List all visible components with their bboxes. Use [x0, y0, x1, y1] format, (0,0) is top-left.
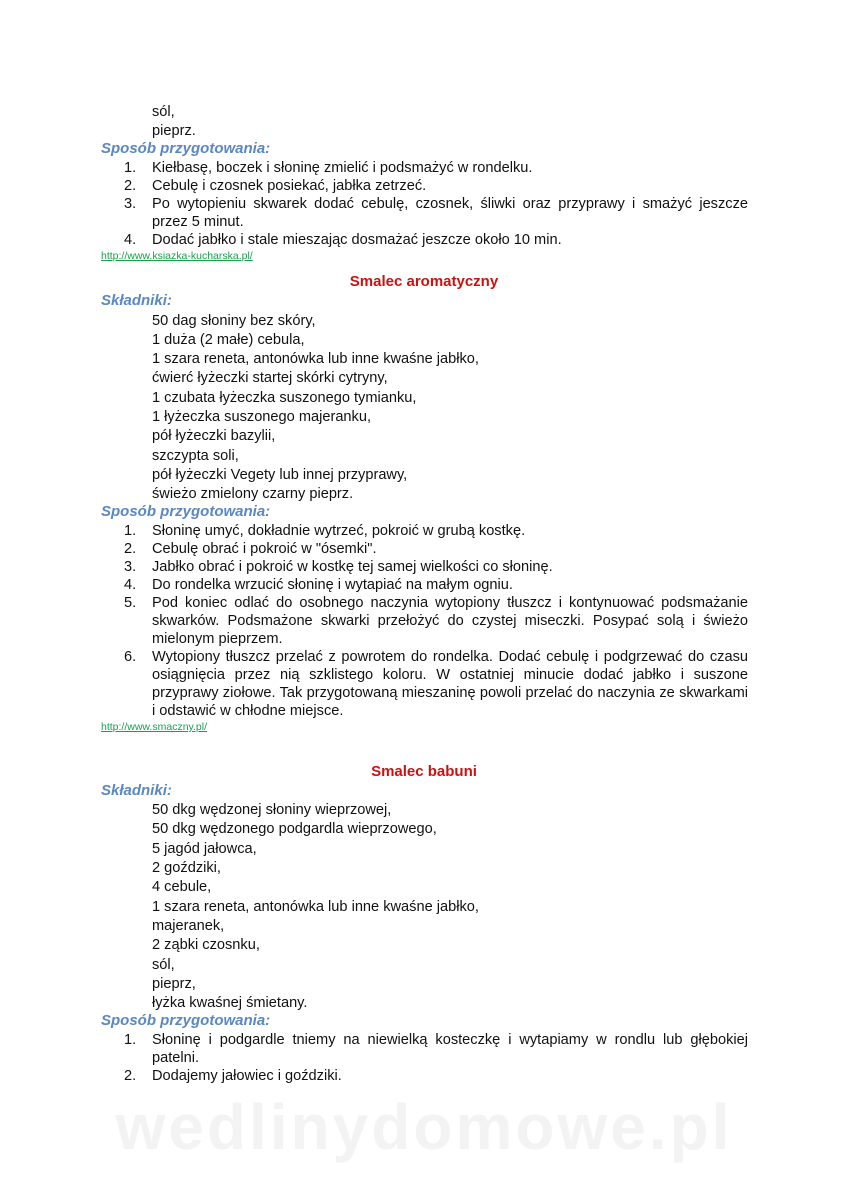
ingredient-line: 1 łyżeczka suszonego majeranku,: [152, 409, 372, 425]
method-step: [124, 195, 748, 231]
recipe-title: Smalec babuni: [371, 763, 477, 780]
ingredient-line: łyżka kwaśnej śmietany.: [152, 995, 308, 1011]
ingredient-line: 5 jagód jałowca,: [152, 841, 257, 857]
watermark: wedlinydomowe.pl: [115, 1091, 733, 1163]
step-number: 6.: [124, 649, 137, 665]
method-step: [124, 1031, 748, 1067]
ingredient-line: 50 dkg wędzonej słoniny wieprzowej,: [152, 802, 392, 818]
ingredient-line: ćwierć łyżeczki startej skórki cytryny,: [152, 370, 388, 386]
method-step: [124, 594, 748, 648]
method-step: [124, 576, 748, 594]
source-link[interactable]: http://www.ksiazka-kucharska.pl/: [101, 250, 253, 262]
step-number: 1.: [124, 1032, 137, 1048]
step-number: 2.: [124, 541, 137, 557]
step-number: 5.: [124, 595, 137, 611]
step-text: Cebulę obrać i pokroić w "ósemki".: [152, 541, 377, 557]
method-step: [124, 558, 748, 576]
ingredient-line: 1 czubata łyżeczka suszonego tymianku,: [152, 390, 417, 406]
step-number: 4.: [124, 577, 137, 593]
method-label: Sposób przygotowania:: [101, 1012, 271, 1029]
step-number: 4.: [124, 232, 137, 248]
step-text: Słoninę i podgardle tniemy na niewielką kosteczkę i wytapiamy w rondlu lub głębokiej patelni.: [152, 1032, 748, 1066]
step-number: 2.: [124, 1068, 137, 1084]
source-link[interactable]: http://www.smaczny.pl/: [101, 721, 208, 733]
ingredient-line: 2 ząbki czosnku,: [152, 937, 260, 953]
ingredient-line: 4 cebule,: [152, 879, 212, 895]
step-text: Pod koniec odlać do osobnego naczynia wytopiony tłuszcz i kontynuować podsmażanie skwarków. Podsmażone skwarki przełożyć do czystej miseczki. Posypać solą i świeżo mielonym pieprzem.: [152, 595, 748, 647]
step-number: 1.: [124, 523, 137, 539]
ingredient-line: 2 goździki,: [152, 860, 221, 876]
ingredient-line: pieprz.: [152, 123, 196, 139]
step-text: Dodać jabłko i stale mieszając dosmażać jeszcze około 10 min.: [152, 232, 562, 248]
ingredients-label: Składniki:: [101, 292, 172, 309]
ingredient-line: 1 szara reneta, antonówka lub inne kwaśne jabłko,: [152, 899, 479, 915]
step-text: Kiełbasę, boczek i słoninę zmielić i podsmażyć w rondelku.: [152, 160, 533, 176]
step-number: 1.: [124, 160, 137, 176]
ingredient-line: majeranek,: [152, 918, 225, 934]
step-text: Po wytopieniu skwarek dodać cebulę, czosnek, śliwki oraz przyprawy i smażyć jeszcze przez 5 minut.: [152, 196, 748, 230]
ingredient-line: pół łyżeczki Vegety lub innej przyprawy,: [152, 467, 408, 483]
step-text: Do rondelka wrzucić słoninę i wytapiać na małym ogniu.: [152, 577, 513, 593]
method-step: [124, 231, 748, 249]
ingredient-line: 1 szara reneta, antonówka lub inne kwaśne jabłko,: [152, 351, 479, 367]
method-label: Sposób przygotowania:: [101, 140, 271, 157]
ingredient-line: 50 dkg wędzonego podgardla wieprzowego,: [152, 821, 437, 837]
method-step: [124, 540, 748, 558]
step-text: Wytopiony tłuszcz przelać z powrotem do rondelka. Dodać cebulę i podgrzewać do czasu osiągnięcia przez nią szklistego koloru. W ostatniej minucie dodać jabłko i suszone przyprawy ziołowe. Tak przygotowaną mieszaninę powoli przelać do naczynia ze skwarkami i odstawić w chłodne miejsce.: [152, 649, 748, 719]
recipe-title: Smalec aromatyczny: [349, 273, 499, 290]
ingredient-line: świeżo zmielony czarny pieprz.: [152, 486, 354, 502]
ingredient-line: pieprz,: [152, 976, 196, 992]
method-step: [124, 159, 748, 177]
ingredient-line: sól,: [152, 104, 175, 120]
method-step: [124, 648, 748, 720]
ingredient-line: 1 duża (2 małe) cebula,: [152, 332, 305, 348]
step-text: Dodajemy jałowiec i goździki.: [152, 1068, 342, 1084]
ingredient-line: szczypta soli,: [152, 448, 239, 464]
method-step: [124, 177, 748, 195]
ingredient-line: 50 dag słoniny bez skóry,: [152, 313, 316, 329]
step-number: 3.: [124, 196, 137, 212]
step-number: 2.: [124, 178, 137, 194]
step-number: 3.: [124, 559, 137, 575]
step-text: Jabłko obrać i pokroić w kostkę tej samej wielkości co słoninę.: [152, 559, 553, 575]
ingredient-line: sól,: [152, 957, 175, 973]
step-text: Cebulę i czosnek posiekać, jabłka zetrzeć.: [152, 178, 427, 194]
method-step: [124, 1067, 748, 1085]
method-label: Sposób przygotowania:: [101, 503, 271, 520]
step-text: Słoninę umyć, dokładnie wytrzeć, pokroić w grubą kostkę.: [152, 523, 526, 539]
method-step: [124, 522, 748, 540]
ingredient-line: pół łyżeczki bazylii,: [152, 428, 276, 444]
ingredients-label: Składniki:: [101, 782, 172, 799]
